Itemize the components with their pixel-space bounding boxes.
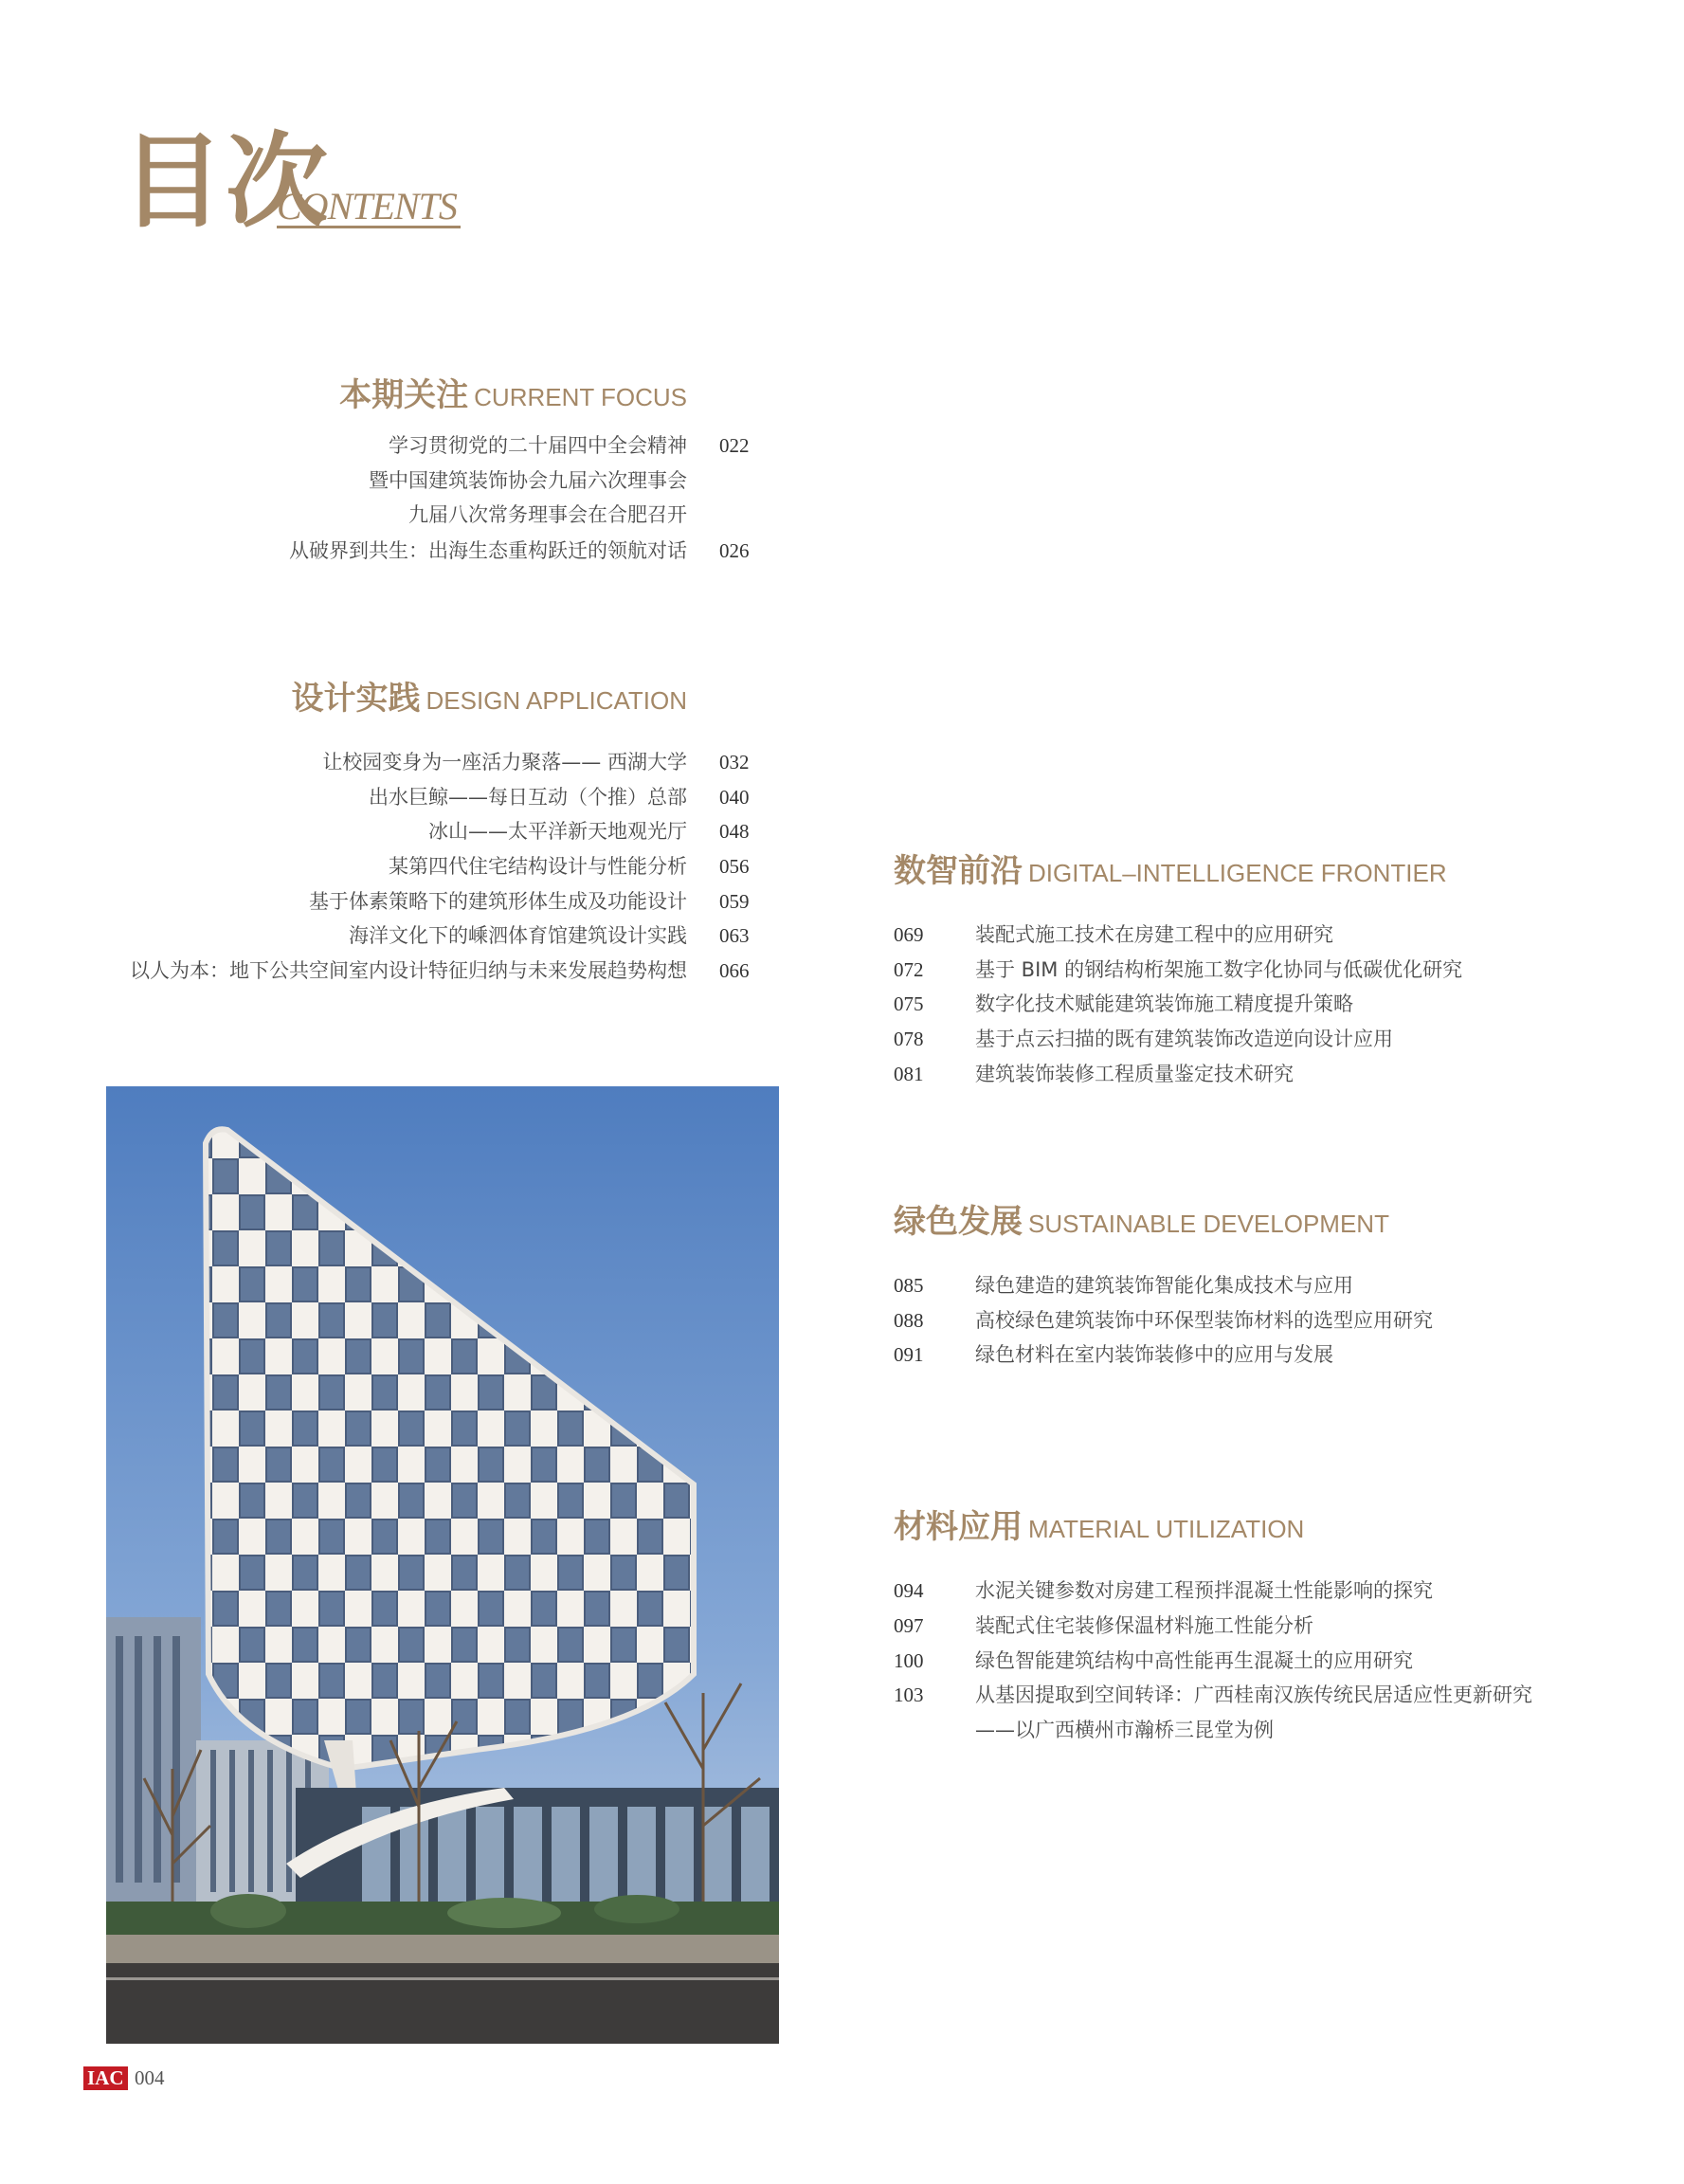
toc-entry-title[interactable]: 冰山——太平洋新天地观光厅: [428, 820, 687, 843]
toc-page-number: 063: [719, 924, 750, 947]
section-title-en: DESIGN APPLICATION: [426, 686, 687, 715]
toc-page-number: 091: [894, 1343, 924, 1366]
section-title-digital-frontier: [894, 852, 1447, 890]
section-title-en: CURRENT FOCUS: [474, 383, 687, 411]
section-title-zh: 本期关注: [339, 376, 469, 414]
toc-entry-title[interactable]: 从基因提取到空间转译：广西桂南汉族传统民居适应性更新研究: [975, 1684, 1532, 1706]
toc-entry-title[interactable]: 高校绿色建筑装饰中环保型装饰材料的选型应用研究: [975, 1309, 1433, 1332]
toc-page-number: 056: [719, 855, 750, 878]
toc-entry-title[interactable]: 以人为本：地下公共空间室内设计特征归纳与未来发展趋势构想: [130, 959, 687, 982]
section-title-zh: 绿色发展: [894, 1203, 1023, 1241]
toc-page-number: 081: [894, 1063, 924, 1085]
toc-entry-title[interactable]: 出水巨鲸——每日互动（个推）总部: [369, 786, 687, 809]
toc-page-number: 048: [719, 820, 750, 843]
toc-page-number: 085: [894, 1274, 924, 1297]
toc-entry-title[interactable]: 海洋文化下的嵊泗体育馆建筑设计实践: [349, 924, 687, 947]
toc-entry-title[interactable]: 数字化技术赋能建筑装饰施工精度提升策略: [975, 992, 1353, 1015]
toc-page-number: 066: [719, 959, 750, 982]
section-title-design-application: [291, 680, 687, 718]
toc-entry-title[interactable]: 从破界到共生：出海生态重构跃迁的领航对话: [289, 539, 687, 562]
toc-page-number: 026: [719, 539, 750, 562]
toc-page-number: 069: [894, 923, 924, 946]
toc-entry-line[interactable]: 学习贯彻党的二十届四中全会精神: [389, 434, 687, 457]
page-number: 004: [135, 2066, 165, 2089]
toc-page-number: 100: [894, 1649, 924, 1672]
toc-page-number: 094: [894, 1579, 924, 1602]
building-photo: [106, 1086, 779, 2044]
toc-page-number: 022: [719, 434, 750, 457]
section-title-zh: 设计实践: [291, 680, 421, 718]
toc-page-number: 075: [894, 992, 924, 1015]
toc-page-number: 103: [894, 1684, 924, 1706]
magazine-logo: IAC: [83, 2066, 128, 2090]
toc-entry-subtitle[interactable]: ——以广西横州市瀚桥三昆堂为例: [975, 1719, 1274, 1741]
toc-entry-line[interactable]: 九届八次常务理事会在合肥召开: [408, 503, 687, 526]
toc-page-number: 059: [719, 890, 750, 913]
section-title-current-focus: [339, 376, 687, 414]
toc-entry-title[interactable]: 水泥关键参数对房建工程预拌混凝土性能影响的探究: [975, 1579, 1433, 1602]
toc-entry-line[interactable]: 暨中国建筑装饰协会九届六次理事会: [369, 469, 687, 492]
toc-entry-title[interactable]: 绿色材料在室内装饰装修中的应用与发展: [975, 1343, 1333, 1366]
toc-entry-title[interactable]: 装配式施工技术在房建工程中的应用研究: [975, 923, 1333, 946]
toc-entry-title[interactable]: 某第四代住宅结构设计与性能分析: [389, 855, 687, 878]
toc-page-number: 088: [894, 1309, 924, 1332]
toc-entry-title[interactable]: 装配式住宅装修保温材料施工性能分析: [975, 1614, 1313, 1637]
section-title-zh: 数智前沿: [894, 852, 1023, 890]
section-title-en: DIGITAL–INTELLIGENCE FRONTIER: [1028, 859, 1447, 887]
toc-entry-title[interactable]: 基于体素策略下的建筑形体生成及功能设计: [309, 890, 687, 913]
toc-entry-title[interactable]: 绿色建造的建筑装饰智能化集成技术与应用: [975, 1274, 1353, 1297]
toc-entry-title[interactable]: 让校园变身为一座活力聚落—— 西湖大学: [322, 751, 687, 774]
toc-page-number: 032: [719, 751, 750, 774]
section-title-material: [894, 1508, 1305, 1546]
toc-entry-title[interactable]: 基于 BIM 的钢结构桁架施工数字化协同与低碳优化研究: [975, 958, 1463, 981]
toc-entry-title[interactable]: 建筑装饰装修工程质量鉴定技术研究: [975, 1063, 1294, 1085]
toc-page-number: 097: [894, 1614, 924, 1637]
page-title: 目次: [121, 122, 331, 242]
toc-page-number: 078: [894, 1028, 924, 1050]
page-title-english: CONTENTS: [277, 188, 461, 228]
toc-entry-title[interactable]: 绿色智能建筑结构中高性能再生混凝土的应用研究: [975, 1649, 1413, 1672]
section-title-en: MATERIAL UTILIZATION: [1028, 1515, 1305, 1543]
toc-entry-title[interactable]: 基于点云扫描的既有建筑装饰改造逆向设计应用: [975, 1028, 1393, 1050]
toc-page-number: 040: [719, 786, 750, 809]
section-title-zh: 材料应用: [894, 1508, 1023, 1546]
section-title-en: SUSTAINABLE DEVELOPMENT: [1028, 1210, 1389, 1238]
section-title-sustainable: [894, 1203, 1389, 1241]
toc-page-number: 072: [894, 958, 924, 981]
